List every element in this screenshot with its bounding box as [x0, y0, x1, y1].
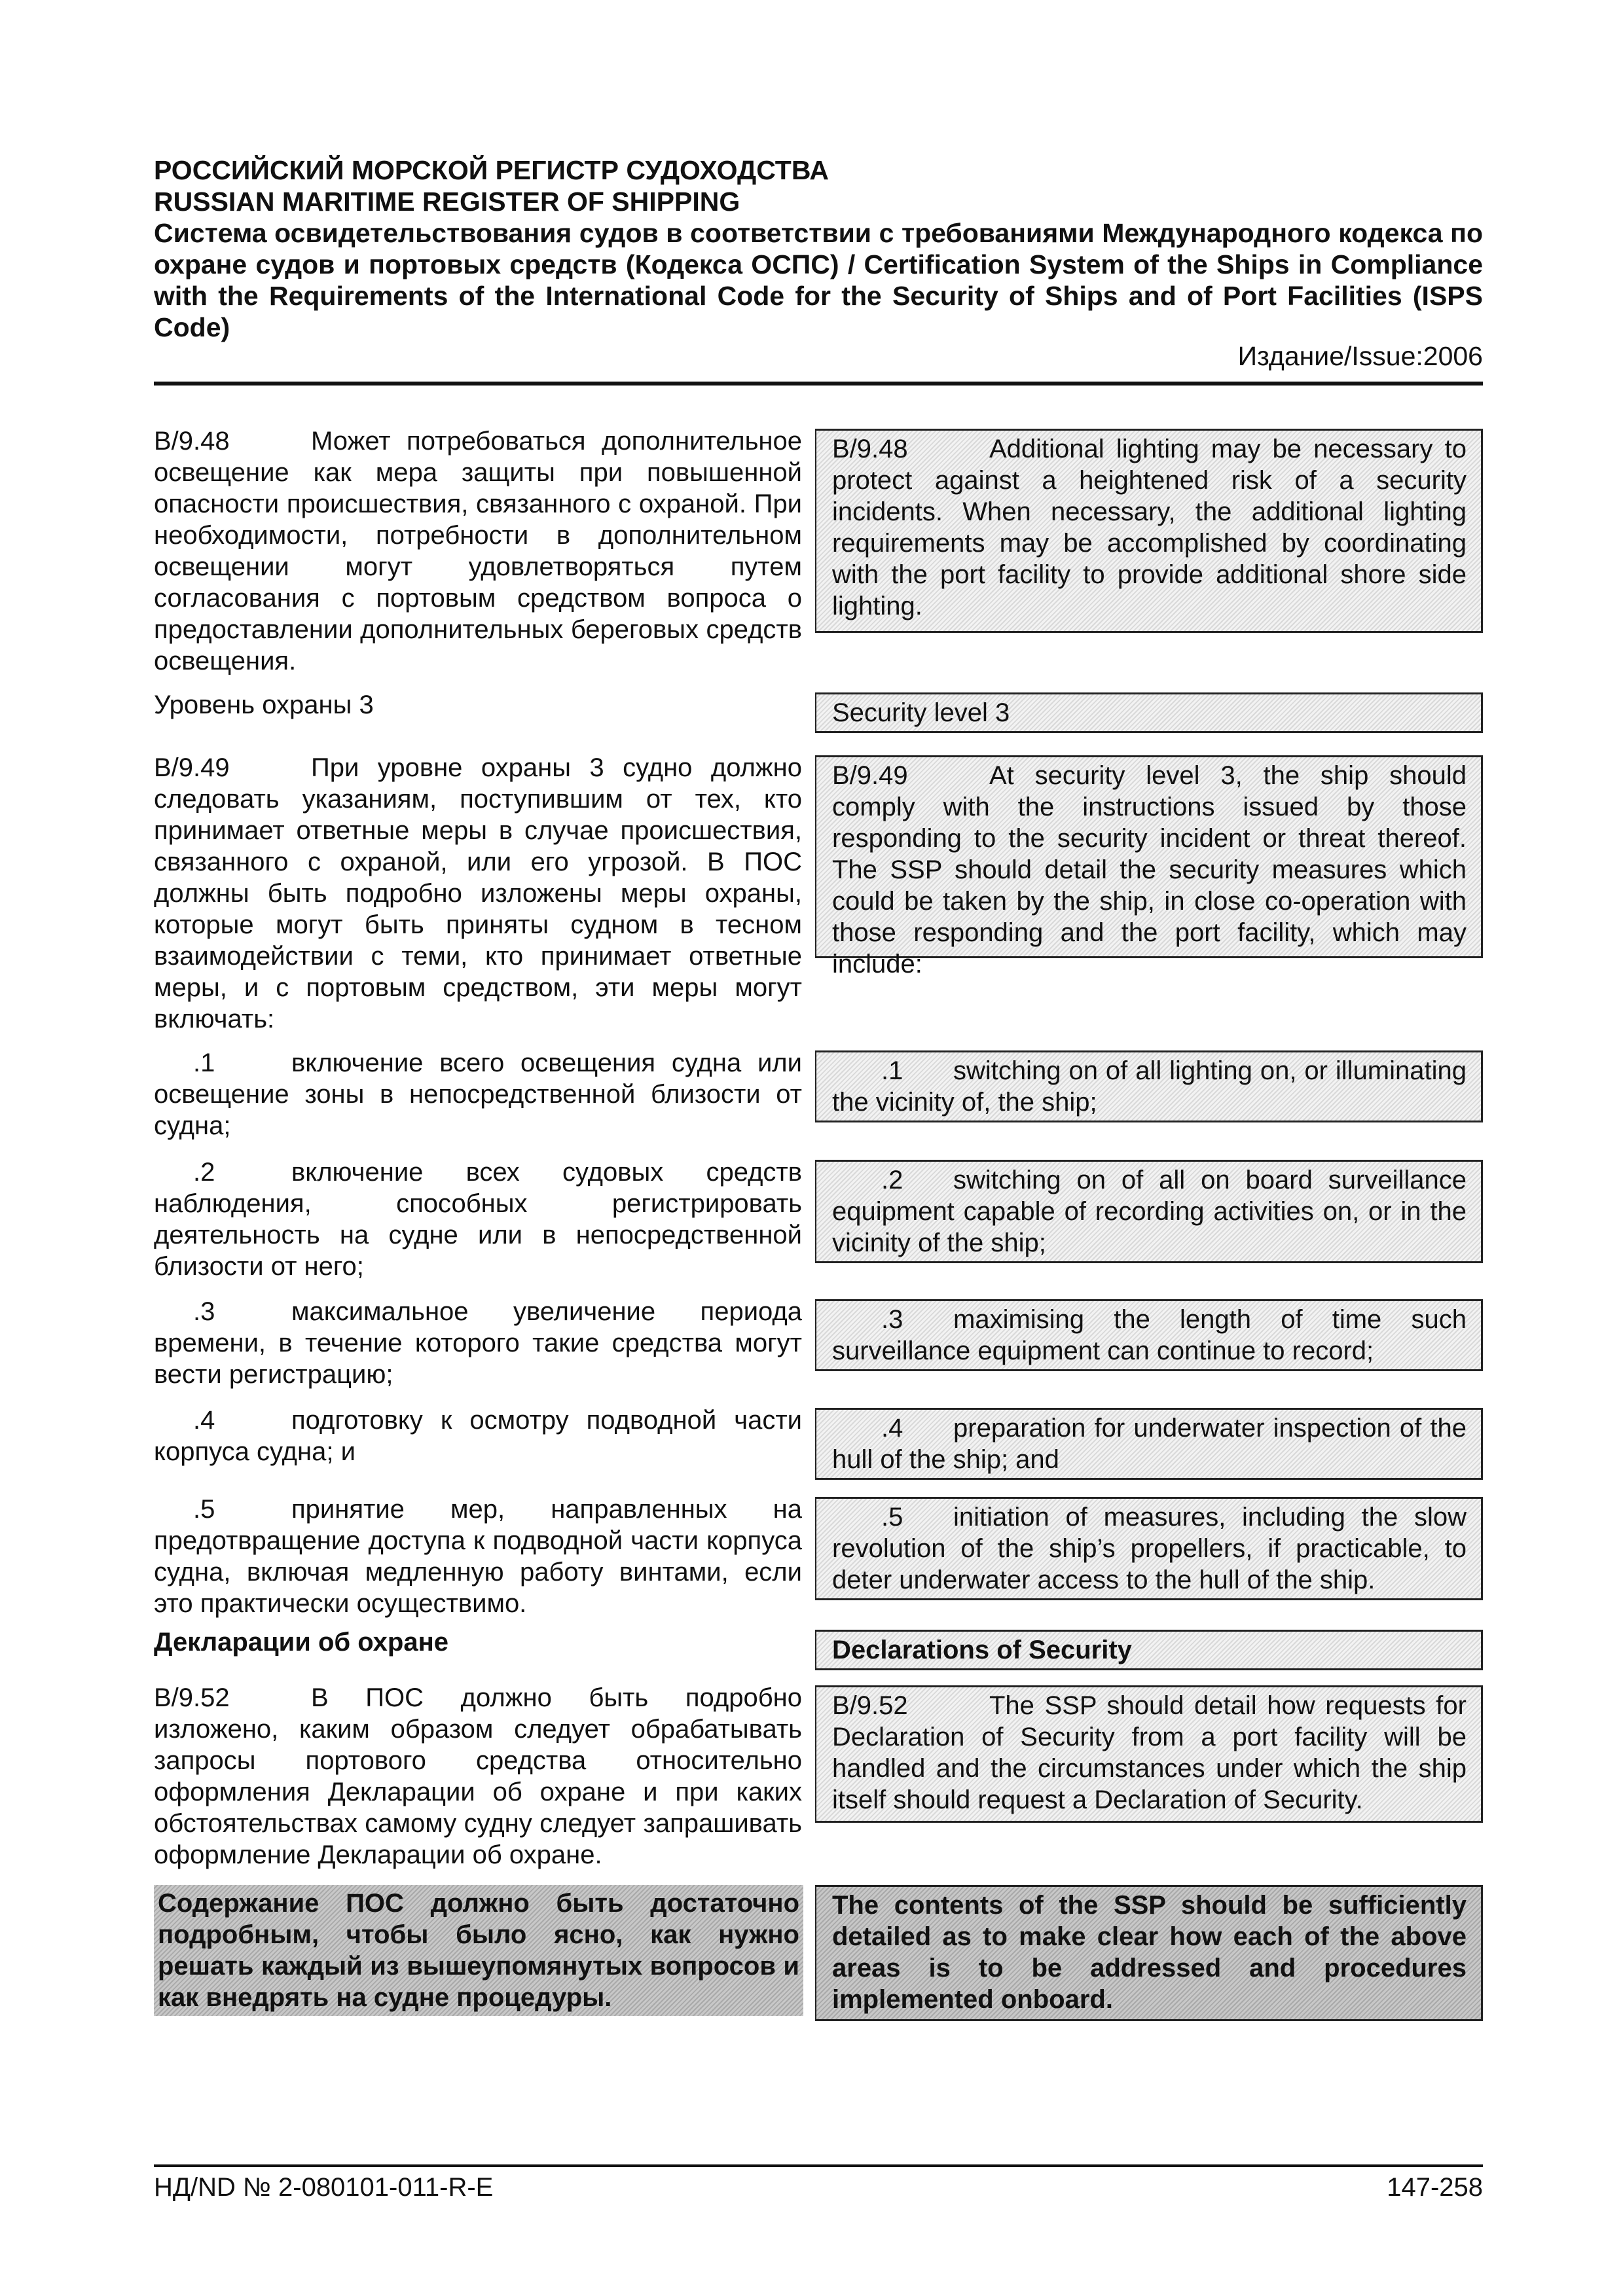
en-item-number: .2	[881, 1166, 903, 1194]
ru-list-item	[154, 1494, 802, 1619]
ru-item-text: принятие мер, направленных на предотвращение доступа к подводной части корпуса судна, включая медленную работу винтами, если это практически осуществимо.	[154, 1495, 802, 1618]
en-item-number: .3	[881, 1305, 903, 1334]
ru-clause-text: При уровне охраны 3 судно должно следовать указаниям, поступившим от тех, кто принимает ответные меры в случае происшествия, связанного с охраной, или его угрозой. В ПОС должны быть подробно изложены меры охраны, которые могут быть приняты судном в тесном взаимодействии с теми, кто принимает ответные меры, и с портовым средством, эти меры могут включать:	[154, 753, 802, 1033]
ru-clause-number: В/9.48	[154, 427, 230, 456]
en-item-text: switching on of all on board surveillance equipment capable of recording activities on, or in the vicinity of the ship;	[832, 1166, 1467, 1257]
ru-item-number: .4	[193, 1406, 215, 1435]
ru-heading-declarations: Декларации об охране	[154, 1628, 448, 1657]
ru-summary: Содержание ПОС должно быть достаточно подробным, чтобы было ясно, как нужно решать каждый из вышеупомянутых вопросов и как внедрять на судне процедуры.	[154, 1885, 803, 2016]
en-clause-number: B/9.49	[832, 761, 908, 790]
page-number: 147-258	[1387, 2173, 1483, 2202]
document-number: НД/ND № 2-080101-011-R-E	[154, 2173, 494, 2202]
org-name-en: RUSSIAN MARITIME REGISTER OF SHIPPING	[154, 187, 740, 217]
en-heading-text: Security level 3	[832, 698, 1010, 727]
ru-item-text: включение всего освещения судна или освещение зоны в непосредственной близости от судна;	[154, 1049, 802, 1140]
system-title: Система освидетельствования судов в соответствии с требованиями Международного кодекса по охране судов и портовых средств (Кодекса ОСПС) / Certification System of the Ships in Compliance with the Requirements of the International Code for the Security of Ships and of Port Facilities (ISPS Code)	[154, 218, 1483, 342]
en-item-text: switching on of all lighting on, or illuminating the vicinity of, the ship;	[832, 1056, 1467, 1117]
ru-list-item	[154, 1405, 802, 1467]
ru-item-number: .2	[193, 1158, 215, 1187]
ru-item-text: включение всех судовых средств наблюдения, способных регистрировать деятельность на судне или в непосредственной близости от него;	[154, 1158, 802, 1281]
en-list-item	[815, 1408, 1483, 1480]
en-item-text: maximising the length of time such surveillance equipment can continue to record;	[832, 1305, 1467, 1365]
ru-paragraph-b948	[154, 425, 802, 677]
en-clause-text: The SSP should detail how requests for Declaration of Security from a port facility will be handled and the circumstances under which the ship itself should request a Declaration of Security.	[832, 1691, 1467, 1814]
en-list-item	[815, 1299, 1483, 1371]
ru-clause-number: В/9.49	[154, 753, 230, 782]
en-list-item	[815, 1497, 1483, 1600]
ru-clause-number: В/9.52	[154, 1683, 230, 1712]
ru-list-item	[154, 1157, 802, 1282]
en-clause-text: Additional lighting may be necessary to protect against a heightened risk of a security incidents. When necessary, the additional lighting requirements may be accomplished by coordinating with the port facility to provide additional shore side lighting.	[832, 435, 1467, 620]
en-list-item	[815, 1050, 1483, 1122]
ru-item-text: подготовку к осмотру подводной части корпуса судна; и	[154, 1406, 802, 1466]
issue-label: Издание/Issue:2006	[1237, 341, 1483, 371]
ru-clause-text: Может потребоваться дополнительное освещение как мера защиты при повышенной опасности происшествия, связанного с охраной. При необходимости, потребности в дополнительном освещении могут удовлетворяться путем согласования с портовым средством вопроса о предоставлении дополнительных береговых средств освещения.	[154, 427, 802, 675]
en-clause-text: At security level 3, the ship should comply with the instructions issued by those responding to the security incident or threat thereof. The SSP should detail the security measures which could be taken by the ship, in close co-operation with those responding and the port facility, which may include:	[832, 761, 1467, 978]
en-item-text: initiation of measures, including the slow revolution of the ship’s propellers, if practicable, to deter underwater access to the hull of the ship.	[832, 1503, 1467, 1594]
en-heading-level3	[815, 692, 1483, 733]
en-item-text: preparation for underwater inspection of the hull of the ship; and	[832, 1414, 1467, 1474]
en-item-number: .4	[881, 1414, 903, 1443]
ru-list-item	[154, 1047, 802, 1141]
en-item-number: .1	[881, 1056, 903, 1085]
en-clause-number: B/9.48	[832, 435, 908, 463]
en-list-item	[815, 1160, 1483, 1263]
footer-divider	[154, 2164, 1483, 2167]
en-heading-declarations	[815, 1630, 1483, 1670]
org-name-ru: РОССИЙСКИЙ МОРСКОЙ РЕГИСТР СУДОХОДСТВА	[154, 155, 830, 185]
en-heading-text: Declarations of Security	[832, 1636, 1132, 1664]
ru-paragraph-b952	[154, 1682, 802, 1871]
en-summary-text: The contents of the SSP should be sufficiently detailed as to make clear how each of the above areas is to be addressed and procedures implemented onboard.	[832, 1891, 1467, 2014]
ru-item-number: .3	[193, 1297, 215, 1326]
header-divider	[154, 382, 1483, 386]
ru-heading-level3: Уровень охраны 3	[154, 691, 374, 719]
ru-item-text: максимальное увеличение периода времени, в течение которого такие средства могут вести регистрацию;	[154, 1297, 802, 1389]
en-box-b948	[815, 429, 1483, 633]
en-box-b949	[815, 755, 1483, 978]
ru-item-number: .5	[193, 1495, 215, 1524]
ru-clause-text: В ПОС должно быть подробно изложено, каким образом следует обрабатывать запросы портового средства относительно оформления Декларации об охране и при каких обстоятельствах самому судну следует запрашивать оформление Декларации об охране.	[154, 1683, 802, 1869]
ru-paragraph-b949	[154, 752, 802, 1035]
ru-item-number: .1	[193, 1049, 215, 1077]
en-clause-number: B/9.52	[832, 1691, 908, 1720]
ru-list-item	[154, 1296, 802, 1390]
en-box-b952	[815, 1685, 1483, 1823]
page-header	[154, 154, 1483, 343]
en-item-number: .5	[881, 1503, 903, 1532]
en-summary	[815, 1885, 1483, 2021]
